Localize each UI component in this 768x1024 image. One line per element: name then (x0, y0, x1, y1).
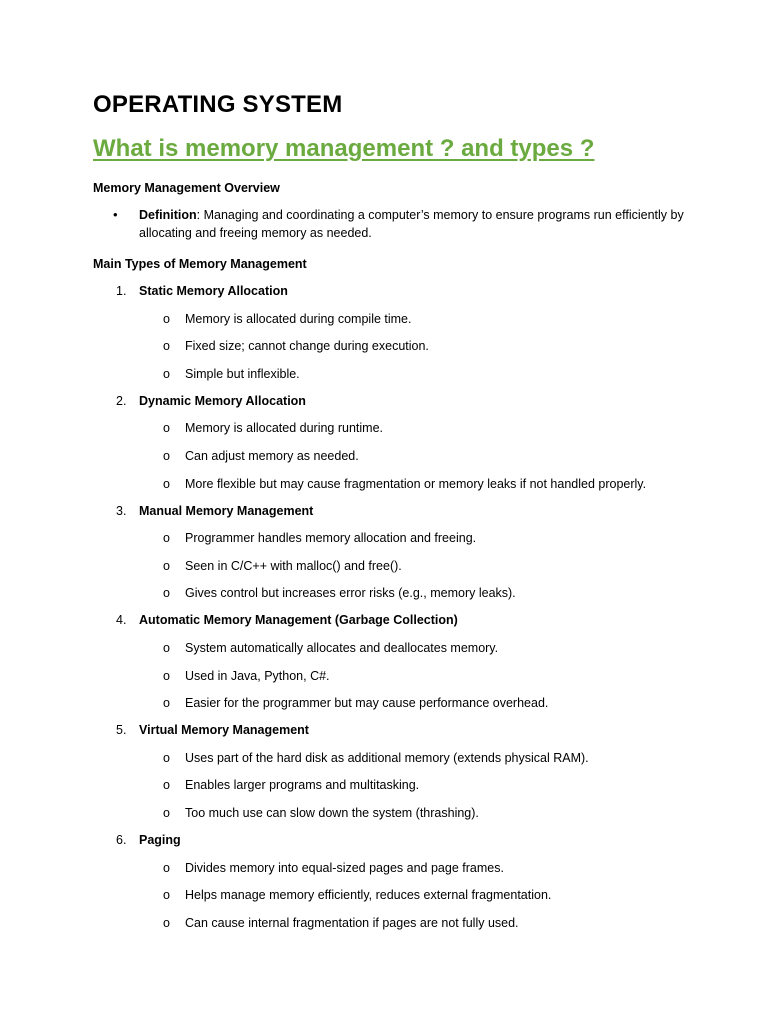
sub-bullet-glyph: o (163, 339, 170, 354)
document-title: OPERATING SYSTEM (93, 91, 343, 118)
type-point (93, 886, 693, 904)
types-list (93, 282, 693, 932)
overview-list (93, 206, 693, 242)
type-point-text: Used in Java, Python, C#. (185, 668, 330, 683)
type-points (93, 419, 693, 492)
sub-bullet-glyph: o (163, 805, 170, 820)
sub-bullet-glyph: o (163, 888, 170, 903)
type-point (93, 419, 693, 437)
sub-bullet-glyph: o (163, 915, 170, 930)
type-point-text: Fixed size; cannot change during execution. (185, 339, 429, 354)
type-point-text: Too much use can slow down the system (thrashing). (185, 805, 479, 820)
type-number: 3. (116, 503, 127, 518)
type-point (93, 639, 693, 657)
type-title-text: Static Memory Allocation (139, 284, 288, 298)
type-point (93, 859, 693, 877)
type-point-text: Gives control but increases error risks (e.g., memory leaks). (185, 586, 516, 601)
type-point (93, 776, 693, 794)
definition-text: : Managing and coordinating a computer’s memory to ensure programs run efficiently by allocating and freeing memory as needed. (139, 208, 684, 240)
type-point-text: Easier for the programmer but may cause performance overhead. (185, 696, 549, 711)
type-item (93, 721, 693, 822)
type-number: 6. (116, 832, 127, 847)
document-page (93, 88, 693, 932)
type-point-text: Can cause internal fragmentation if pages are not fully used. (185, 915, 519, 930)
type-number: 5. (116, 723, 127, 738)
sub-bullet-glyph: o (163, 421, 170, 436)
type-point (93, 804, 693, 822)
sub-bullet-glyph: o (163, 640, 170, 655)
type-point-text: Seen in C/C++ with malloc() and free(). (185, 558, 402, 573)
type-points (93, 859, 693, 932)
sub-bullet-glyph: o (163, 586, 170, 601)
type-item (93, 282, 693, 383)
type-point-text: Can adjust memory as needed. (185, 448, 359, 463)
type-item (93, 831, 693, 932)
type-title-text: Dynamic Memory Allocation (139, 393, 306, 408)
type-point-text: Simple but inflexible. (185, 366, 300, 381)
types-heading: Main Types of Memory Management (93, 257, 307, 271)
type-point-text: Uses part of the hard disk as additional memory (extends physical RAM). (185, 750, 589, 765)
type-title-text: Virtual Memory Management (139, 723, 309, 738)
sub-bullet-glyph: o (163, 668, 170, 683)
type-title-text: Automatic Memory Management (Garbage Collection) (139, 613, 458, 628)
type-point-text: System automatically allocates and deallocates memory. (185, 640, 499, 655)
type-point-text: Divides memory into equal-sized pages and page frames. (185, 860, 504, 875)
type-title (93, 721, 693, 739)
type-points (93, 749, 693, 822)
overview-heading: Memory Management Overview (93, 181, 280, 195)
type-point (93, 475, 693, 493)
type-title (93, 831, 693, 849)
type-number: 1. (116, 284, 127, 298)
sub-bullet-glyph: o (163, 860, 170, 875)
type-point (93, 447, 693, 465)
definition-label: Definition (139, 208, 197, 222)
type-point (93, 365, 693, 383)
sub-bullet-glyph: o (163, 778, 170, 793)
type-point (93, 914, 693, 932)
type-points (93, 310, 693, 383)
type-item (93, 392, 693, 493)
sub-bullet-glyph: o (163, 448, 170, 463)
sub-bullet-glyph: o (163, 311, 170, 326)
type-title (93, 611, 693, 629)
type-title (93, 282, 693, 300)
type-title-text: Paging (139, 832, 181, 847)
type-point (93, 667, 693, 685)
sub-bullet-glyph: o (163, 366, 170, 381)
document-heading: What is memory management ? and types ? (93, 135, 595, 162)
type-point-text: Programmer handles memory allocation and freeing. (185, 531, 477, 546)
type-point (93, 529, 693, 547)
type-point-text: Memory is allocated during compile time. (185, 311, 412, 326)
sub-bullet-glyph: o (163, 531, 170, 546)
sub-bullet-glyph: o (163, 476, 170, 491)
type-title (93, 392, 693, 410)
type-number: 2. (116, 393, 127, 408)
type-number: 4. (116, 613, 127, 628)
sub-bullet-glyph: o (163, 558, 170, 573)
type-point (93, 557, 693, 575)
type-item (93, 611, 693, 712)
bullet-glyph: • (113, 207, 118, 222)
type-title (93, 502, 693, 520)
type-item (93, 502, 693, 603)
type-point-text: More flexible but may cause fragmentation or memory leaks if not handled properly. (185, 476, 647, 491)
type-point-text: Memory is allocated during runtime. (185, 421, 383, 436)
type-points (93, 639, 693, 712)
type-point (93, 584, 693, 602)
type-point-text: Helps manage memory efficiently, reduces external fragmentation. (185, 888, 552, 903)
sub-bullet-glyph: o (163, 750, 170, 765)
type-point (93, 749, 693, 767)
type-point-text: Enables larger programs and multitasking. (185, 778, 420, 793)
type-point (93, 310, 693, 328)
type-points (93, 529, 693, 602)
definition-item (93, 206, 693, 242)
type-point (93, 337, 693, 355)
sub-bullet-glyph: o (163, 696, 170, 711)
type-point (93, 694, 693, 712)
type-title-text: Manual Memory Management (139, 503, 314, 518)
